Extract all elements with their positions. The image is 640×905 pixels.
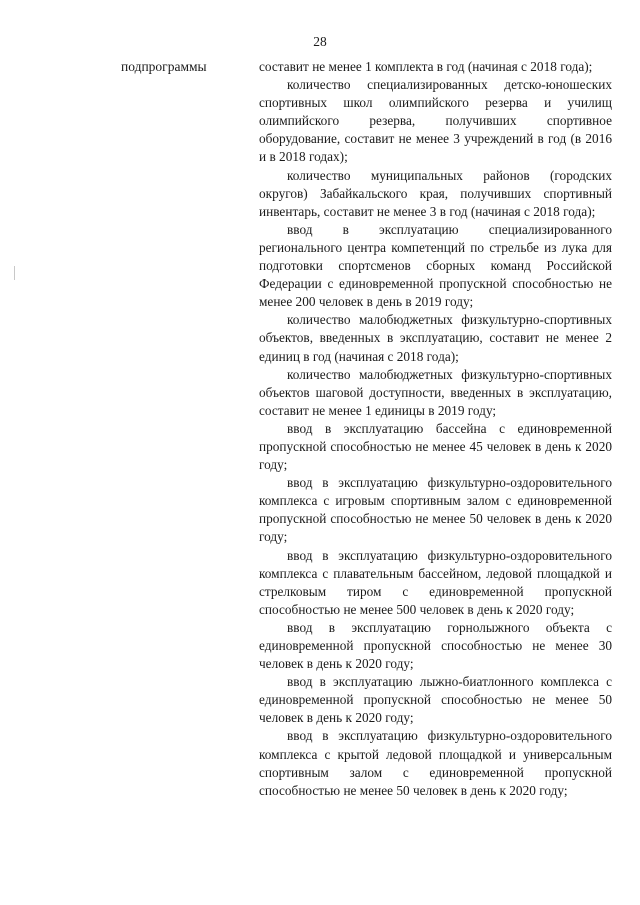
paragraph: количество малобюджетных физкультурно-спортивных объектов, введенных в эксплуатацию, составит не менее 2 единиц в год (начиная с 2018 года);: [259, 312, 612, 364]
paragraph: ввод в эксплуатацию физкультурно-оздоровительного комплекса с крытой ледовой площадкой и универсальным спортивным залом с единовременной пропускной способностью не менее 50 человек в день к 2020 году;: [259, 728, 612, 798]
page-number: 28: [313, 34, 327, 49]
paragraph: ввод в эксплуатацию бассейна с единовременной пропускной способностью не менее 45 человек в день к 2020 году;: [259, 420, 612, 473]
paragraph: ввод в эксплуатацию специализированного регионального центра компетенций по стрельбе из лука для подготовки спортсменов сборных команд Российской Федерации с единовременной пропускной способностью не менее 200 человек в день в 2019 году;: [259, 221, 612, 310]
section-label: подпрограммы: [121, 59, 207, 74]
document-body: [259, 58, 612, 800]
paragraph: ввод в эксплуатацию лыжно-биатлонного комплекса с единовременной пропускной способностью не менее 50 человек в день к 2020 году;: [259, 674, 612, 726]
paragraph: количество специализированных детско-юношеских спортивных школ олимпийского резерва и училищ олимпийского резерва, получивших спортивное оборудование, составит не менее 3 учреждений в год (в 2016 и в 2018 годах);: [259, 77, 612, 165]
margin-scan-mark: [14, 266, 15, 280]
paragraph: количество муниципальных районов (городских округов) Забайкальского края, получивших спортивный инвентарь, составит не менее 3 в год (начиная с 2018 года);: [259, 167, 612, 219]
paragraph-continuation: составит не менее 1 комплекта в год (начиная с 2018 года);: [259, 59, 593, 74]
paragraph: количество малобюджетных физкультурно-спортивных объектов шаговой доступности, введенных в эксплуатацию, составит не менее 1 единицы в 2019 году;: [259, 366, 612, 418]
paragraph: ввод в эксплуатацию горнолыжного объекта с единовременной пропускной способностью не менее 30 человек в день к 2020 году;: [259, 619, 612, 672]
paragraph: ввод в эксплуатацию физкультурно-оздоровительного комплекса с игровым спортивным залом с единовременной пропускной способностью не менее 50 человек в день к 2020 году;: [259, 475, 612, 545]
paragraph: ввод в эксплуатацию физкультурно-оздоровительного комплекса с плавательным бассейном, ледовой площадкой и стрелковым тиром с единовременной пропускной способностью не менее 500 человек в день к 2020 году;: [259, 547, 612, 617]
